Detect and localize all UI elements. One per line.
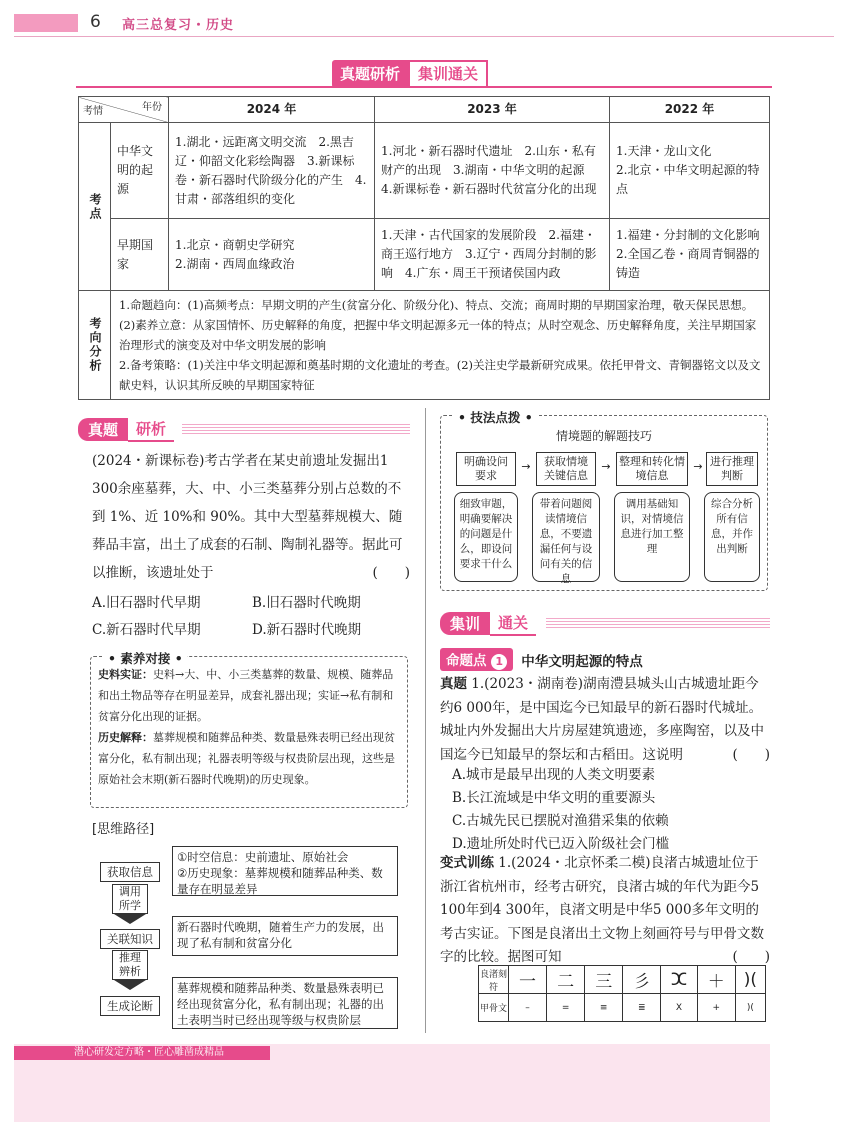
arrow-down-icon <box>114 914 146 924</box>
glyph-row-label: 良渚刻符 <box>479 966 509 994</box>
table-cell: 1.北京・商朝史学研究 2.湖南・西周血缘政治 <box>169 219 375 291</box>
glyph-cell: )( <box>735 994 765 1022</box>
exam-overview-table <box>78 96 770 400</box>
tips-step-1: 明确设问要求 <box>456 452 516 486</box>
table-cell: 1.天津・古代国家的发展阶段 2.福建・商王巡行地方 3.辽宁・西周分封制的影响 4.广东・周王干预诸侯国内政 <box>375 219 610 291</box>
banner-left: 真题研析 <box>332 60 408 88</box>
tips-detail-2: 带着问题阅读情境信息，不要遗漏任何与设问有关的信息 <box>532 492 600 582</box>
step-conclusion: 生成论断 <box>100 996 160 1016</box>
path-box-3: 墓葬规模和随葬品种类、数量悬殊表明已经出现贫富分化，私有制出现；礼器的出土表明当时已经出现等级与权贵阶层 <box>172 977 398 1029</box>
arrow-recall-label: 调用所学 <box>112 884 148 914</box>
book-title: 高三总复习・历史 <box>122 18 235 33</box>
q1-option-d: D.遗址所处时代已迈入阶级社会门槛 <box>452 836 670 852</box>
tips-detail-1: 细致审题，明确要解决的问题是什么，即设问要求干什么 <box>454 492 518 582</box>
tips-label: • 技法点拨 • <box>454 408 537 426</box>
glyph-row-label: 甲骨文 <box>479 994 509 1022</box>
table-cell: 1.福建・分封制的文化影响 2.全国乙卷・商周青铜器的铸造 <box>610 219 770 291</box>
arrow-recall <box>112 884 148 924</box>
suyang-para-2: 墓葬规模和随葬品种类、数量悬殊表明已经出现贫富分化，私有制出现；礼器表明等级与权贵阶层出现，这些是原始社会末期(新石器时代晚期)的历史现象。 <box>98 731 395 786</box>
q2-paren: ( ) <box>732 949 770 965</box>
arrow-right-icon: → <box>521 460 531 473</box>
topic-cell: 早期国家 <box>111 219 169 291</box>
decor-stripe <box>182 424 410 436</box>
decor-stripe <box>546 618 770 630</box>
option-c: C.新石器时代早期 <box>92 622 201 638</box>
table-cell: 1.天津・龙山文化 2.北京・中华文明起源的特点 <box>610 123 770 219</box>
q2-text: 1.(2024・北京怀柔二模)良渚古城遗址位于浙江省杭州市，经考古研究，良渚古城的年代为距今5 100年到4 300年，良渚文明是中华5 000多年文明的考古实证。下图是良渚出土文物上刻画符号与甲骨文数字的比较。据图可知 <box>440 855 764 965</box>
glyph-cell: ≣ <box>623 994 661 1022</box>
section-title-a: 真题 <box>78 418 128 441</box>
q1-option-a: A.城市是最早出现的人类文明要素 <box>452 767 656 783</box>
page-number: 6 <box>90 12 101 32</box>
table-cell: 1.湖北・远距离文明交流 2.黑吉辽・仰韶文化彩绘陶器 3.新课标卷・新石器时代阶级分化的产生 4.甘肃・部落组织的变化 <box>169 123 375 219</box>
tips-step-3: 整理和转化情境信息 <box>616 452 688 486</box>
arrow-right-icon: → <box>601 460 611 473</box>
step-link-knowledge: 关联知识 <box>100 929 160 949</box>
q1-option-c: C.古城先民已摆脱对渔猎采集的依赖 <box>452 813 669 829</box>
suyang-title-text: 素养对接 <box>120 651 171 666</box>
glyph-cell: = <box>547 994 585 1022</box>
point-label-text: 命题点 <box>446 653 487 669</box>
q2-label: 变式训练 <box>440 855 494 871</box>
glyph-cell: ≡ <box>585 994 623 1022</box>
section-title-b: 研析 <box>128 417 174 442</box>
glyph-cell: 三 <box>585 966 623 994</box>
glyph-cell: 彡 <box>623 966 661 994</box>
arrow-reason <box>112 950 148 990</box>
section-title-b: 通关 <box>490 611 536 636</box>
thinking-path-title: [思维路径] <box>92 822 155 837</box>
glyph-cell: + <box>697 994 735 1022</box>
question-stem <box>92 447 410 587</box>
q1-paren: ( ) <box>732 746 770 763</box>
question-1 <box>440 673 770 767</box>
tips-detail-4: 综合分析所有信息，并作出判断 <box>704 492 760 582</box>
tips-step-4: 进行推理判断 <box>706 452 758 486</box>
glyph-comparison-table <box>478 965 766 1022</box>
arrow-reason-label: 推理辨析 <box>112 950 148 980</box>
diag-header-cell <box>79 97 169 123</box>
analysis-label: 考向分析 <box>79 291 111 400</box>
glyph-cell: )( <box>735 966 765 994</box>
group-label: 考点 <box>79 123 111 291</box>
point-label <box>440 648 513 671</box>
question-text: (2024・新课标卷)考古学者在某史前遗址发掘出1 300余座墓葬，大、中、小三类墓葬分别占总数的不到 1%、近 10%和 90%。其中大型墓葬规模大、随葬品丰富，出土了成套的石制、陶制礼器等。据此可以推断，该遗址处于 <box>92 453 403 581</box>
header-accent-bar <box>14 14 78 32</box>
glyph-cell: – <box>509 994 547 1022</box>
topic-cell: 中华文明的起源 <box>111 123 169 219</box>
column-divider <box>425 408 426 1033</box>
table-cell: 1.河北・新石器时代遗址 2.山东・私有财产的出现 3.湖南・中华文明的起源 4.新课标卷・新石器时代贫富分化的出现 <box>375 123 610 219</box>
arrow-down-icon <box>114 980 146 990</box>
footer-slogan: 潜心研发定方略・匠心雕凿成精品 <box>14 1046 270 1060</box>
option-a: A.旧石器时代早期 <box>92 595 201 611</box>
suyang-label-2: 历史解释： <box>98 731 153 744</box>
glyph-row-oracle <box>479 994 766 1022</box>
q1-option-b: B.长江流域是中华文明的重要源头 <box>452 790 656 806</box>
point-title: 中华文明起源的特点 <box>521 653 643 670</box>
glyph-cell: ＋ <box>697 966 735 994</box>
question-2 <box>440 852 770 970</box>
path-box-1: ①时空信息：史前遗址、原始社会 ②历史现象：墓葬规模和随葬品种类、数量存在明显差异 <box>172 846 398 896</box>
option-b: B.旧石器时代晚期 <box>252 595 361 611</box>
section-banner <box>332 60 488 88</box>
tips-detail-3: 调用基础知识，对情境信息进行加工整理 <box>614 492 690 582</box>
path-box-2: 新石器时代晚期，随着生产力的发展，出现了私有制和贫富分化 <box>172 916 398 956</box>
proposition-point <box>440 648 643 671</box>
glyph-cell: X <box>661 994 697 1022</box>
banner-underline <box>76 86 772 88</box>
answer-paren: ( ) <box>372 565 410 581</box>
page-header <box>0 0 848 44</box>
section-title-a: 集训 <box>440 612 490 635</box>
section-title-jixun <box>440 612 536 634</box>
tips-label-text: 技法点拨 <box>470 410 521 425</box>
q1-label: 真题 <box>440 676 467 692</box>
tips-title: 情境题的解题技巧 <box>555 429 652 443</box>
glyph-cell: ⵋ <box>661 966 697 994</box>
option-d: D.新石器时代晚期 <box>252 622 362 638</box>
suyang-text <box>98 664 402 790</box>
year-header: 2022 年 <box>610 97 770 123</box>
analysis-cell: 1.命题趋向：(1)高频考点：早期文明的产生(贫富分化、阶级分化)、特点、交流；商周时期的早期国家治理，敬天保民思想。(2)素养立意：从家国情怀、历史解释的角度，把握中华文明起源多元一体的特点；从时空观念、历史解释角度，关注早期国家治理形式的演变及对中华文明发展的影响 2.备考策略：(1)关注中华文明起源和奠基时期的文化遗址的考查。(2)关注史学最新研究成果。依托甲骨文、青铜器铭文以及文献史料，认识其所反映的早期国家特征 <box>111 291 770 400</box>
glyph-row-liangzhu <box>479 966 766 994</box>
year-header: 2023 年 <box>375 97 610 123</box>
banner-right: 集训通关 <box>408 60 488 88</box>
diag-bottom-label: 考情 <box>83 106 103 117</box>
point-number-badge: 1 <box>491 654 507 670</box>
suyang-label-1: 史料实证： <box>98 668 153 681</box>
step-get-info: 获取信息 <box>100 862 160 882</box>
arrow-right-icon: → <box>693 460 703 473</box>
header-divider <box>14 36 834 37</box>
suyang-para-1: 史料→大、中、小三类墓葬的数量、规模、随葬品和出土物品等存在明显差异，成套礼器出现；实证→私有制和贫富分化出现的证据。 <box>98 668 394 723</box>
glyph-cell: 二 <box>547 966 585 994</box>
tips-step-2: 获取情境关键信息 <box>536 452 596 486</box>
q1-text: 1.(2023・湖南卷)湖南澧县城头山古城遗址距今约6 000年，是中国迄今已知最早的新石器时代城址。城址内外发掘出大片房屋建筑遗迹，多座陶窑，以及中国迄今已知最早的祭坛和古稻田。这说明 <box>440 676 764 763</box>
suyang-title: • 素养对接 • <box>104 649 187 667</box>
glyph-cell: 一 <box>509 966 547 994</box>
section-title-zhenti <box>78 418 174 440</box>
year-header: 2024 年 <box>169 97 375 123</box>
diag-top-label: 年份 <box>142 102 162 113</box>
